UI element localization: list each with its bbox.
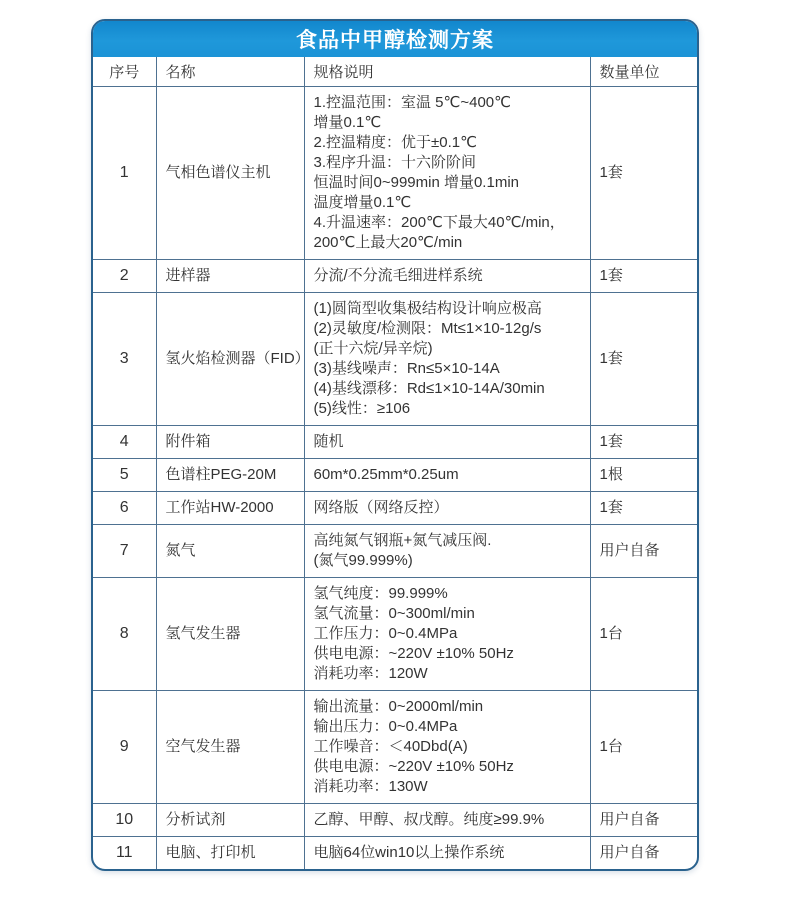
cell-qty: 1套: [590, 259, 697, 292]
cell-qty: 1根: [590, 458, 697, 491]
cell-spec: [304, 836, 590, 869]
cell-name: 色谱柱PEG-20M: [156, 458, 304, 491]
table-row: [93, 259, 697, 292]
table-body: [93, 86, 697, 869]
table-row: [93, 86, 697, 259]
spec-line: (正十六烷/异辛烷): [313, 339, 433, 357]
cell-name: 附件箱: [156, 425, 304, 458]
spec-line: 高纯氮气钢瓶+氮气减压阀.: [313, 531, 492, 549]
spec-line: 恒温时间0~999min 增量0.1min: [313, 173, 519, 191]
col-header-serial: 序号: [93, 57, 156, 86]
spec-sheet-card: [91, 19, 699, 871]
header-row: [93, 57, 697, 86]
table-row: [93, 292, 697, 425]
spec-line: 网络版（网络反控）: [313, 498, 449, 516]
col-header-name: 名称: [156, 57, 304, 86]
spec-line: 氢气流量：0~300ml/min: [313, 604, 475, 622]
table-row: [93, 577, 697, 690]
spec-line: (3)基线噪声：Rn≤5×10-14A: [313, 359, 500, 377]
spec-table: [93, 57, 697, 869]
table-row: [93, 425, 697, 458]
cell-qty: 1台: [590, 690, 697, 803]
cell-spec: [304, 292, 590, 425]
cell-qty: 1台: [590, 577, 697, 690]
spec-line: 供电电源：~220V ±10% 50Hz: [313, 757, 514, 775]
spec-line: (4)基线漂移：Rd≤1×10-14A/30min: [313, 379, 545, 397]
cell-name: 电脑、打印机: [156, 836, 304, 869]
cell-name: 工作站HW-2000: [156, 491, 304, 524]
cell-spec: [304, 524, 590, 577]
cell-name: 分析试剂: [156, 803, 304, 836]
cell-name: 空气发生器: [156, 690, 304, 803]
spec-line: 输出流量：0~2000ml/min: [313, 697, 484, 715]
spec-line: 氢气纯度：99.999%: [313, 584, 448, 602]
cell-spec: [304, 577, 590, 690]
spec-line: 增量0.1℃: [313, 113, 382, 131]
spec-line: (氮气99.999%): [313, 551, 413, 569]
spec-line: 温度增量0.1℃: [313, 193, 412, 211]
spec-line: 工作噪音：＜40Dbd(A): [313, 737, 468, 755]
cell-serial: 5: [93, 458, 156, 491]
cell-qty: 1套: [590, 491, 697, 524]
cell-serial: 7: [93, 524, 156, 577]
table-row: [93, 690, 697, 803]
table-row: [93, 524, 697, 577]
cell-qty: 用户自备: [590, 524, 697, 577]
col-header-spec: 规格说明: [304, 57, 590, 86]
spec-line: 输出压力：0~0.4MPa: [313, 717, 458, 735]
spec-line: 随机: [313, 432, 344, 450]
cell-serial: 9: [93, 690, 156, 803]
spec-line: 供电电源：~220V ±10% 50Hz: [313, 644, 514, 662]
cell-qty: 1套: [590, 425, 697, 458]
table-row: [93, 458, 697, 491]
spec-line: 工作压力：0~0.4MPa: [313, 624, 458, 642]
cell-name: 氢气发生器: [156, 577, 304, 690]
cell-qty: 1套: [590, 292, 697, 425]
table-row: [93, 836, 697, 869]
cell-serial: 1: [93, 86, 156, 259]
cell-serial: 3: [93, 292, 156, 425]
spec-line: 消耗功率：130W: [313, 777, 428, 795]
spec-line: (1)圆筒型收集极结构设计响应极高: [313, 299, 542, 317]
cell-serial: 8: [93, 577, 156, 690]
cell-spec: [304, 803, 590, 836]
cell-serial: 10: [93, 803, 156, 836]
spec-line: 200℃上最大20℃/min: [313, 233, 463, 251]
cell-serial: 2: [93, 259, 156, 292]
cell-qty: 用户自备: [590, 836, 697, 869]
spec-line: (2)灵敏度/检测限：Mt≤1×10-12g/s: [313, 319, 542, 337]
spec-line: 消耗功率：120W: [313, 664, 428, 682]
spec-line: 乙醇、甲醇、叔戊醇。纯度≥99.9%: [313, 810, 545, 828]
cell-name: 气相色谱仪主机: [156, 86, 304, 259]
spec-line: 3.程序升温：十六阶阶间: [313, 153, 477, 171]
col-header-qty: 数量单位: [590, 57, 697, 86]
cell-spec: [304, 259, 590, 292]
spec-line: 1.控温范围：室温 5℃~400℃: [313, 93, 511, 111]
cell-spec: [304, 690, 590, 803]
cell-qty: 用户自备: [590, 803, 697, 836]
table-row: [93, 803, 697, 836]
title-bar: [93, 21, 697, 57]
cell-name: 氮气: [156, 524, 304, 577]
cell-name: 进样器: [156, 259, 304, 292]
spec-line: 分流/不分流毛细进样系统: [313, 266, 483, 284]
spec-line: 60m*0.25mm*0.25um: [313, 465, 459, 483]
cell-spec: [304, 491, 590, 524]
cell-spec: [304, 425, 590, 458]
cell-qty: 1套: [590, 86, 697, 259]
page-title: 食品中甲醇检测方案: [296, 29, 494, 52]
cell-serial: 6: [93, 491, 156, 524]
cell-name: 氢火焰检测器（FID）: [156, 292, 304, 425]
cell-serial: 11: [93, 836, 156, 869]
spec-line: 4.升温速率：200℃下最大40℃/min，: [313, 213, 565, 231]
spec-line: (5)线性：≥106: [313, 399, 411, 417]
spec-line: 2.控温精度：优于±0.1℃: [313, 133, 477, 151]
spec-line: 电脑64位win10以上操作系统: [313, 843, 505, 861]
cell-spec: [304, 86, 590, 259]
cell-serial: 4: [93, 425, 156, 458]
table-row: [93, 491, 697, 524]
cell-spec: [304, 458, 590, 491]
